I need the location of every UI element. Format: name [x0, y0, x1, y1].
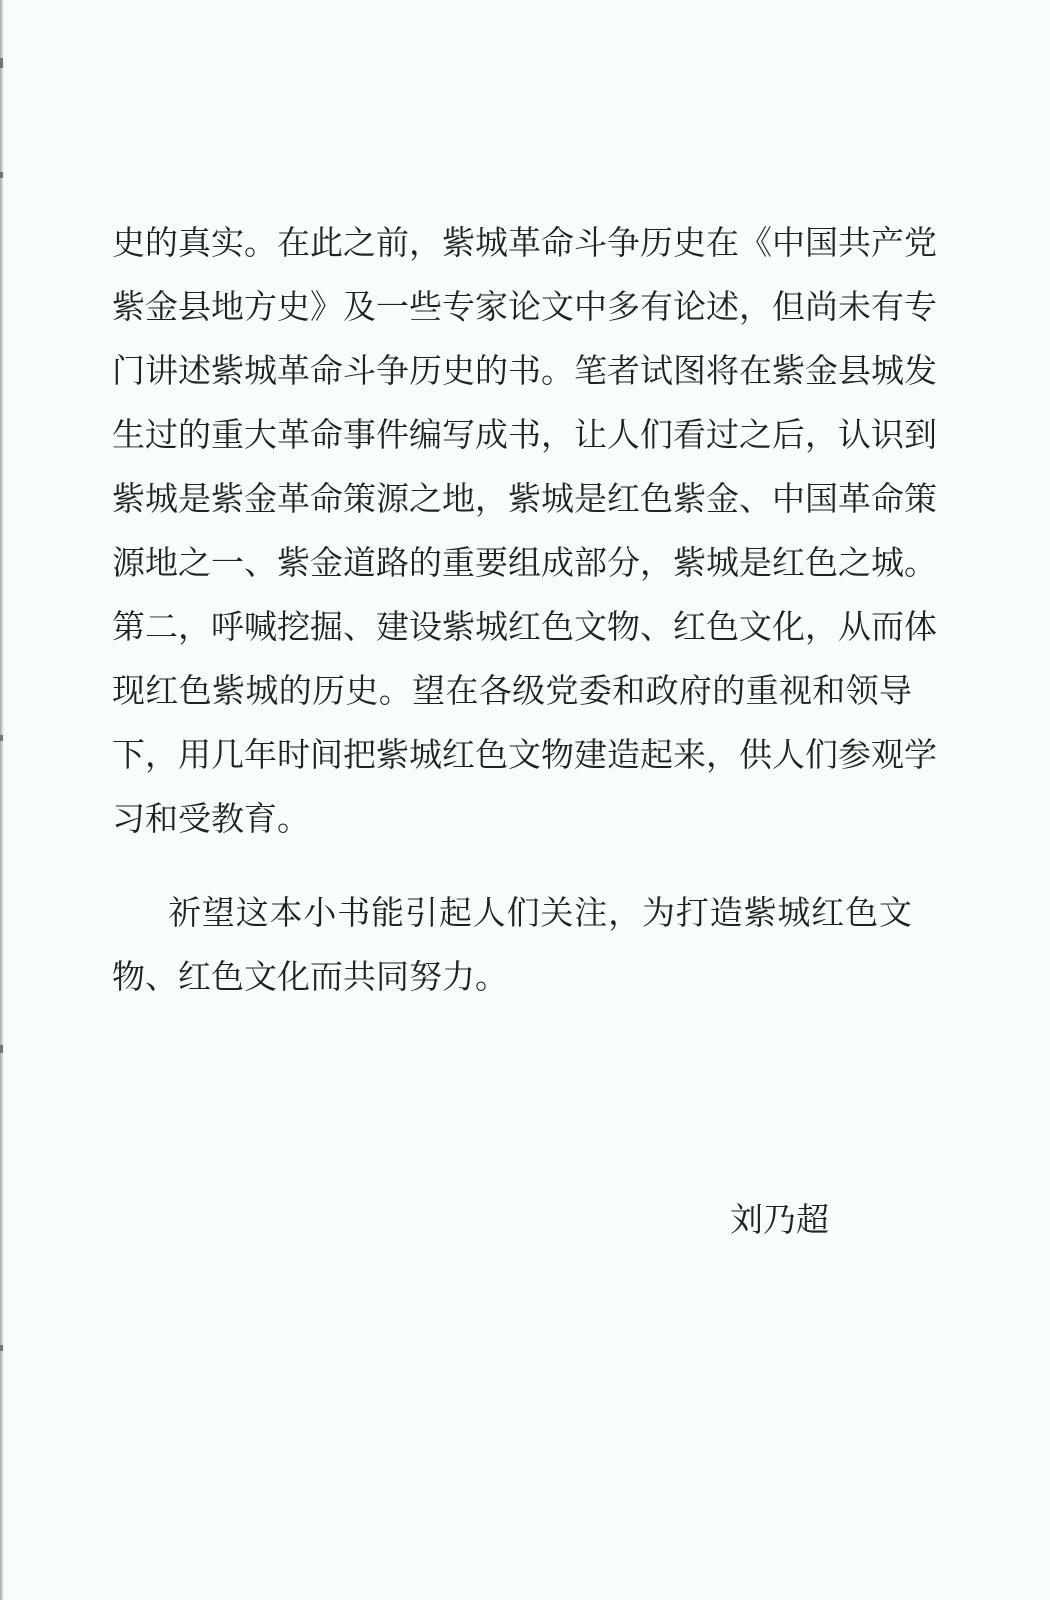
text-line: 源地之一、紫金道路的重要组成部分，紫城是红色之城。	[112, 543, 937, 582]
text-line: 紫城是紫金革命策源之地，紫城是红色紫金、中国革命策	[112, 479, 937, 518]
text-line: 门讲述紫城革命斗争历史的书。笔者试图将在紫金县城发	[112, 351, 937, 390]
text-line: 现红色紫城的历史。望在各级党委和政府的重视和领导	[112, 671, 912, 710]
scan-left-edge	[0, 0, 4, 1600]
text-line: 习和受教育。	[112, 799, 310, 838]
paragraph-gap	[112, 851, 912, 881]
scan-mark	[0, 735, 3, 741]
scan-mark	[0, 1045, 3, 1053]
closing-line: 祈望这本小书能引起人们关注，为打造紫城红色文	[168, 893, 912, 932]
text-line: 紫金县地方史》及一些专家论文中多有论述，但尚未有专	[112, 287, 937, 326]
body-text	[112, 211, 937, 1009]
scan-mark	[0, 58, 3, 68]
text-line: 下，用几年时间把紫城红色文物建造起来，供人们参观学	[112, 735, 937, 774]
scan-mark	[0, 1345, 3, 1351]
text-line: 生过的重大革命事件编写成书，让人们看过之后，认识到	[112, 415, 937, 454]
scan-mark	[0, 172, 3, 178]
author-signature: 刘乃超	[730, 1200, 829, 1239]
text-line: 史的真实。在此之前，紫城革命斗争历史在《中国共产党	[112, 223, 937, 262]
text-line: 第二，呼喊挖掘、建设紫城红色文物、红色文化，从而体	[112, 607, 937, 646]
closing-line: 物、红色文化而共同努力。	[112, 957, 508, 996]
